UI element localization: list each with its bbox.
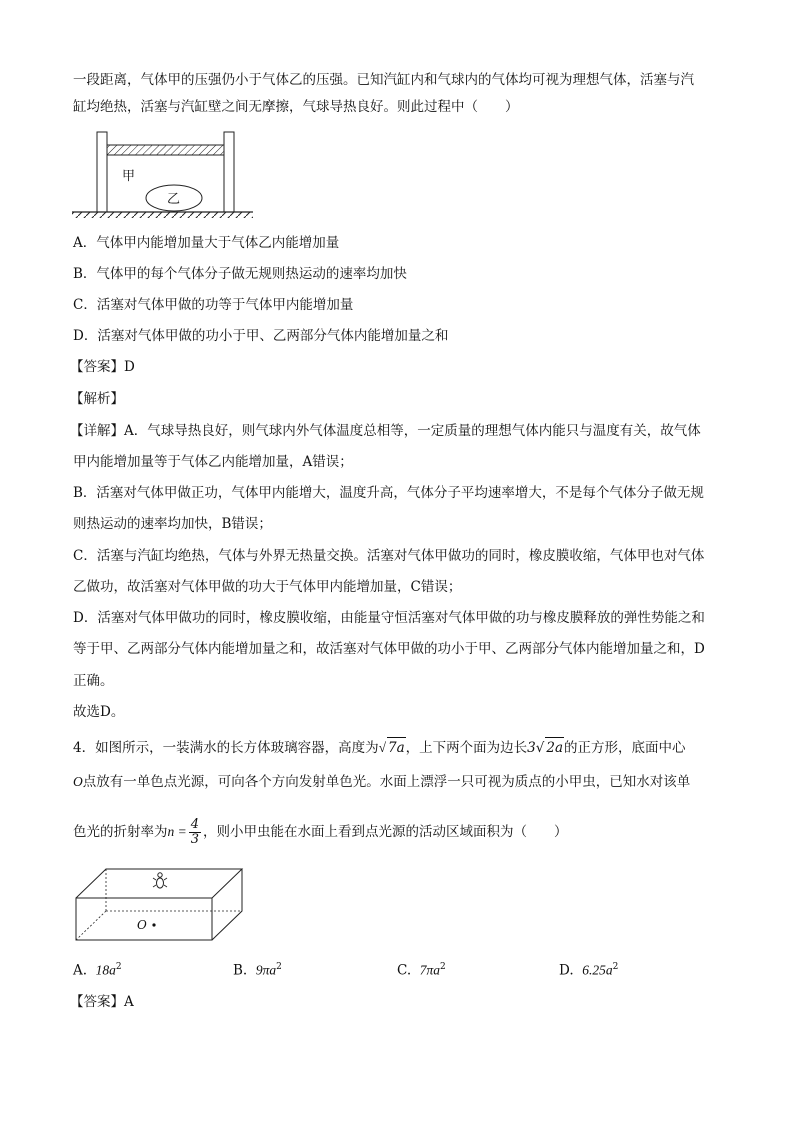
piston: [107, 145, 224, 155]
q4-line3-a: 色光的折射率为: [73, 824, 168, 840]
right-wall: [224, 132, 234, 212]
detail-line-2: 甲内能增加量等于气体乙内能增加量，A错误；: [73, 454, 353, 470]
q4-side-expr: 2a: [545, 737, 564, 758]
ground-hatch: [72, 212, 253, 218]
q4-n-fraction: [189, 818, 201, 847]
figure-cylinder: [70, 128, 260, 220]
detail-line-8: 等于甲、乙两部分气体内能增加量之和，故活塞对气体甲做的功小于甲、乙两部分气体内能增加量之和，D: [73, 641, 705, 657]
q4-line-1: 4．如图所示，一装满水的长方体玻璃容器，高度为√ 7a，上下两个面为边长3√ 2a的正方形，底面中心: [73, 737, 686, 758]
detail-line-6: 乙做功，故活塞对气体甲做的功大于气体甲内能增加量，C错误；: [73, 579, 462, 595]
q4-n-num: 4: [190, 817, 200, 832]
q4-option-d: D. $6.25a^2$: [559, 962, 619, 979]
intro-line-1: 一段距离，气体甲的压强仍小于气体乙的压强。已知汽缸内和气球内的气体均可视为理想气体，活塞与汽: [73, 72, 694, 88]
bug-icon: [153, 873, 167, 888]
q4-line-3: [73, 818, 568, 847]
q4-line1-c: 的正方形，底面中心: [564, 740, 686, 756]
q4-answer: 【答案】A: [70, 994, 134, 1010]
q3-option-a: A．气体甲内能增加量大于气体乙内能增加量: [73, 235, 340, 251]
q4-side-coef: 3: [527, 740, 536, 756]
q3-option-c: C．活塞对气体甲做的功等于气体甲内能增加量: [73, 297, 354, 313]
left-wall: [97, 132, 107, 212]
q4-line1-b: ，上下两个面为边长: [405, 740, 528, 756]
q4-height-expr: 7a: [387, 737, 406, 758]
q3-answer: 【答案】D: [70, 359, 135, 375]
detail-line-1: 【详解】A．气球导热良好，则气球内外气体温度总相等，一定质量的理想气体内能只与温度有关，故气体: [70, 423, 701, 439]
q4-n-den: 3: [190, 832, 200, 847]
q4-line-2: [73, 772, 690, 792]
q4-line3-b: ，则小甲虫能在水面上看到点光源的活动区域面积为（ ）: [203, 824, 568, 840]
q4-option-c: C. $7\pi a^2$: [397, 962, 446, 979]
label-yi: 乙: [167, 192, 181, 207]
right-face: [212, 869, 242, 940]
q4-option-a: A. $18a^2$: [73, 962, 122, 979]
q3-conclusion: 故选D。: [73, 704, 125, 720]
q4-o-label: O: [73, 774, 83, 789]
detail-line-5: C．活塞与汽缸均绝热，气体与外界无热量交换。活塞对气体甲做功的同时，橡皮膜收缩，气体甲也对气体: [73, 548, 705, 564]
figure-container: [70, 865, 250, 945]
detail-line-7: D．活塞对气体甲做功的同时，橡皮膜收缩，由能量守恒活塞对气体甲做的功与橡皮膜释放的弹性势能之和: [73, 610, 705, 626]
q4-line2-text: 点放有一单色点光源，可向各个方向发射单色光。水面上漂浮一只可视为质点的小甲虫，已知水对该单: [82, 774, 691, 790]
hidden-edge-diag: [76, 911, 106, 940]
q4-n-lhs: n =: [167, 824, 187, 839]
q3-option-b: B．气体甲的每个气体分子做无规则热运动的速率均加快: [73, 266, 407, 282]
q4-line1-a: 4．如图所示，一装满水的长方体玻璃容器，高度为: [73, 740, 379, 756]
fig-label-o: O: [137, 918, 147, 932]
q3-option-d: D．活塞对气体甲做的功小于甲、乙两部分气体内能增加量之和: [73, 328, 449, 344]
label-jia: 甲: [122, 169, 136, 184]
q3-analysis-title: 【解析】: [70, 391, 124, 407]
detail-line-3: B．活塞对气体甲做正功，气体甲内能增大，温度升高，气体分子平均速率增大，不是每个气体分子做无规: [73, 485, 704, 501]
detail-line-9: 正确。: [73, 673, 114, 689]
q4-option-b: B. $9\pi a^2$: [233, 962, 282, 979]
detail-line-4: 则热运动的速率均加快，B错误；: [73, 516, 272, 532]
intro-line-2: 缸均绝热，活塞与汽缸壁之间无摩擦，气球导热良好。则此过程中（ ）: [73, 99, 519, 115]
light-source-dot: [152, 923, 155, 926]
